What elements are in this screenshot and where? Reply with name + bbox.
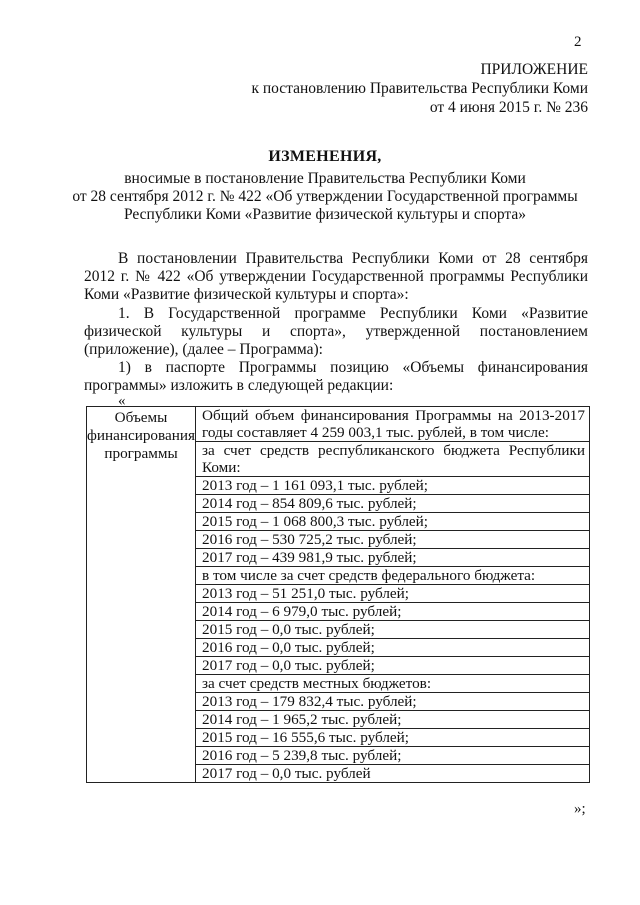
paragraph-2: 1. В Государственной программе Республики Коми «Развитие физической культуры и спорта», утвержденной постановлением (приложение), (далее – Программа): [84,304,588,359]
table-row [87,407,590,783]
financing-line: 2015 год – 16 555,6 тыс. рублей; [196,729,589,747]
financing-line: 2016 год – 530 725,2 тыс. рублей; [196,531,589,549]
financing-line: 2017 год – 439 981,9 тыс. рублей; [196,549,589,567]
page-number: 2 [574,34,582,50]
financing-label-cell: Объемы финансирования программы [87,407,196,783]
title-line-2: от 28 сентября 2012 г. № 422 «Об утверждении Государственной программы [72,188,578,205]
financing-line: 2014 год – 6 979,0 тыс. рублей; [196,603,589,621]
financing-table [86,406,590,783]
appendix-title: ПРИЛОЖЕНИЕ [480,61,588,78]
appendix-reference: к постановлению Правительства Республики Коми [251,80,588,97]
paragraph-1: В постановлении Правительства Республики Коми от 28 сентября 2012 г. № 422 «Об утверждении Государственной программы Республики Коми «Развитие физической культуры и спорта»: [84,250,588,304]
financing-line: 2016 год – 0,0 тыс. рублей; [196,639,589,657]
financing-line: 2013 год – 51 251,0 тыс. рублей; [196,585,589,603]
financing-line: за счет средств местных бюджетов: [196,675,589,693]
title-line-3: Республики Коми «Развитие физической культуры и спорта» [124,206,526,223]
financing-line: 2013 год – 179 832,4 тыс. рублей; [196,693,589,711]
financing-line: 2014 год – 854 809,6 тыс. рублей; [196,495,589,513]
opening-quote: « [118,393,126,409]
financing-line: в том числе за счет средств федерального бюджета: [196,567,589,585]
closing-quote: »; [574,801,586,817]
appendix-header [251,60,588,117]
title-line-1: вносимые в постановление Правительства Республики Коми [124,170,526,187]
financing-line: 2017 год – 0,0 тыс. рублей [202,765,371,782]
financing-line: 2015 год – 0,0 тыс. рублей; [196,621,589,639]
financing-line: 2013 год – 1 161 093,1 тыс. рублей; [196,477,589,495]
body-text [84,250,588,396]
financing-line: 2014 год – 1 965,2 тыс. рублей; [196,711,589,729]
document-title [60,148,590,224]
financing-line: 2015 год – 1 068 800,3 тыс. рублей; [196,513,589,531]
appendix-date: от 4 июня 2015 г. № 236 [429,99,588,116]
financing-content-cell [196,407,590,783]
financing-line: Общий объем финансирования Программы на 2013-2017 годы составляет 4 259 003,1 тыс. рублей, в том числе: [196,407,589,442]
paragraph-3: 1) в паспорте Программы позицию «Объемы финансирования программы» изложить в следующей редакции: [84,359,588,395]
title-heading: ИЗМЕНЕНИЯ, [268,148,382,165]
financing-line: 2017 год – 0,0 тыс. рублей; [196,657,589,675]
financing-line: за счет средств республиканского бюджета Республики Коми: [196,442,589,477]
financing-line: 2016 год – 5 239,8 тыс. рублей; [196,747,589,765]
